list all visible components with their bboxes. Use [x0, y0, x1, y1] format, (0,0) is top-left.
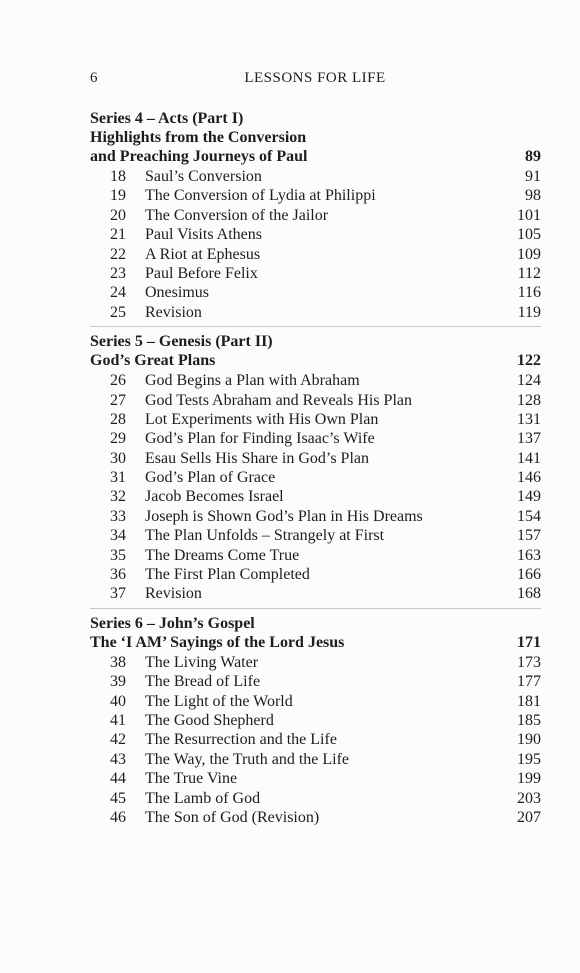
series-subtitle-line: Highlights from the Conversion — [90, 129, 307, 146]
lesson-row — [90, 769, 541, 788]
lesson-number: 46 — [110, 808, 126, 826]
lesson-row — [90, 410, 541, 429]
series-subtitle: The ‘I AM’ Sayings of the Lord Jesus — [90, 633, 345, 651]
lesson-page: 146 — [517, 469, 541, 487]
lesson-row — [90, 371, 541, 390]
lesson-row — [90, 391, 541, 410]
lesson-title: God Begins a Plan with Abraham — [145, 372, 360, 390]
series-page: 171 — [517, 633, 541, 651]
lesson-title: Saul’s Conversion — [145, 168, 262, 185]
lesson-title: Joseph is Shown God’s Plan in His Dreams — [145, 507, 423, 525]
series-page: 89 — [525, 148, 541, 165]
lesson-page: 109 — [517, 245, 541, 263]
lesson-number: 39 — [110, 673, 126, 691]
lesson-row — [90, 449, 541, 468]
lesson-title: Jacob Becomes Israel — [145, 488, 284, 506]
page-header — [90, 70, 540, 92]
lesson-number: 28 — [110, 410, 126, 428]
lesson-title: The True Vine — [145, 770, 238, 788]
lesson-row — [90, 186, 541, 205]
lesson-page: 112 — [517, 264, 541, 282]
series-heading: Series 6 – John’s Gospel — [90, 614, 255, 632]
lesson-title: The Plan Unfolds – Strangely at First — [145, 527, 385, 545]
lesson-page: 190 — [517, 731, 541, 749]
lesson-row — [90, 808, 541, 827]
lesson-row — [90, 303, 541, 322]
lesson-title: Revision — [145, 585, 202, 603]
lesson-number: 41 — [110, 711, 126, 729]
lesson-number: 19 — [110, 187, 126, 205]
lesson-page: 116 — [517, 284, 541, 302]
lesson-page: 168 — [517, 585, 541, 603]
running-title: LESSONS FOR LIFE — [244, 70, 386, 86]
series-subtitle-row — [90, 633, 541, 653]
lesson-row — [90, 264, 541, 283]
lesson-title: A Riot at Ephesus — [145, 245, 261, 263]
lesson-number: 25 — [110, 303, 126, 321]
lesson-number: 29 — [110, 430, 126, 448]
lesson-page: 207 — [517, 808, 541, 826]
lesson-title: Esau Sells His Share in God’s Plan — [145, 449, 369, 467]
lesson-row — [90, 789, 541, 808]
lesson-number: 30 — [110, 449, 126, 467]
lesson-title: The Conversion of the Jailor — [145, 206, 329, 224]
lesson-title: Paul Before Felix — [145, 264, 258, 282]
page-number: 6 — [90, 70, 98, 86]
lesson-row — [90, 730, 541, 749]
lesson-row — [90, 711, 541, 730]
lesson-number: 27 — [110, 391, 126, 409]
series-heading: Series 5 – Genesis (Part II) — [90, 333, 273, 351]
lesson-number: 32 — [110, 488, 126, 506]
lesson-title: The Light of the World — [145, 692, 293, 710]
lesson-row — [90, 507, 541, 526]
lesson-page: 124 — [517, 372, 541, 390]
series-heading: Series 4 – Acts (Part I) — [90, 110, 244, 127]
lesson-row — [90, 429, 541, 448]
lesson-title: Paul Visits Athens — [145, 226, 262, 244]
lesson-page: 141 — [517, 449, 541, 467]
lesson-row — [90, 526, 541, 545]
lesson-number: 44 — [110, 770, 126, 788]
series-section — [90, 109, 541, 326]
lesson-title: God’s Plan for Finding Isaac’s Wife — [145, 430, 375, 448]
series-subtitle-row — [90, 351, 541, 371]
lesson-row — [90, 692, 541, 711]
lesson-number: 45 — [110, 789, 126, 807]
lesson-row — [90, 546, 541, 565]
lesson-number: 18 — [110, 168, 126, 185]
lesson-row — [90, 206, 541, 225]
lesson-page: 157 — [517, 527, 541, 545]
lesson-number: 40 — [110, 692, 126, 710]
lesson-page: 137 — [517, 430, 541, 448]
lesson-title: Lot Experiments with His Own Plan — [145, 410, 379, 428]
lesson-number: 36 — [110, 566, 126, 584]
lesson-page: 177 — [517, 673, 541, 691]
lesson-number: 22 — [110, 245, 126, 263]
series-section — [90, 608, 541, 832]
lesson-title: God Tests Abraham and Reveals His Plan — [145, 391, 412, 409]
lesson-row — [90, 225, 541, 244]
series-subtitle: and Preaching Journeys of Paul — [90, 148, 308, 165]
lesson-page: 105 — [517, 226, 541, 244]
lesson-title: The Bread of Life — [145, 673, 261, 691]
lesson-title: The Son of God (Revision) — [145, 808, 320, 826]
lesson-title: The Conversion of Lydia at Philippi — [145, 187, 376, 205]
series-page: 122 — [517, 352, 541, 370]
lesson-title: The Good Shepherd — [145, 711, 274, 729]
series-section — [90, 326, 541, 608]
lesson-row — [90, 653, 541, 672]
lesson-row — [90, 167, 541, 186]
lesson-number: 37 — [110, 585, 126, 603]
lesson-number: 21 — [110, 226, 126, 244]
lesson-page: 173 — [517, 653, 541, 671]
lesson-row — [90, 565, 541, 584]
lesson-title: The Living Water — [145, 653, 259, 671]
lesson-page: 149 — [517, 488, 541, 506]
lesson-page: 181 — [517, 692, 541, 710]
lesson-title: The Dreams Come True — [145, 546, 300, 564]
lesson-number: 35 — [110, 546, 126, 564]
lesson-number: 23 — [110, 264, 126, 282]
lesson-page: 128 — [517, 391, 541, 409]
lesson-page: 195 — [517, 750, 541, 768]
lesson-number: 24 — [110, 284, 126, 302]
lesson-number: 20 — [110, 206, 126, 224]
lesson-page: 185 — [517, 711, 541, 729]
series-subtitle-row — [90, 147, 541, 167]
lesson-number: 38 — [110, 653, 126, 671]
lesson-number: 43 — [110, 750, 126, 768]
series-subtitle: God’s Great Plans — [90, 352, 216, 370]
lesson-page: 199 — [517, 770, 541, 788]
lesson-title: Revision — [145, 303, 202, 321]
lesson-title: Onesimus — [145, 284, 209, 302]
lesson-title: The Resurrection and the Life — [145, 731, 337, 749]
lesson-row — [90, 283, 541, 302]
lesson-page: 131 — [517, 410, 541, 428]
lesson-number: 34 — [110, 527, 126, 545]
lesson-page: 166 — [517, 566, 541, 584]
lesson-row — [90, 468, 541, 487]
lesson-number: 33 — [110, 507, 126, 525]
lesson-row — [90, 750, 541, 769]
lesson-number: 42 — [110, 731, 126, 749]
lesson-row — [90, 245, 541, 264]
table-of-contents — [90, 109, 541, 831]
lesson-page: 101 — [517, 206, 541, 224]
lesson-number: 31 — [110, 469, 126, 487]
lesson-row — [90, 672, 541, 691]
lesson-title: God’s Plan of Grace — [145, 469, 276, 487]
lesson-page: 98 — [525, 187, 541, 205]
lesson-title: The First Plan Completed — [145, 566, 310, 584]
lesson-page: 91 — [525, 168, 541, 185]
lesson-title: The Way, the Truth and the Life — [145, 750, 350, 768]
lesson-row — [90, 584, 541, 603]
lesson-page: 203 — [517, 789, 541, 807]
lesson-page: 119 — [517, 303, 541, 321]
lesson-row — [90, 487, 541, 506]
lesson-page: 163 — [517, 546, 541, 564]
lesson-title: The Lamb of God — [145, 789, 261, 807]
lesson-number: 26 — [110, 372, 126, 390]
lesson-page: 154 — [517, 507, 541, 525]
